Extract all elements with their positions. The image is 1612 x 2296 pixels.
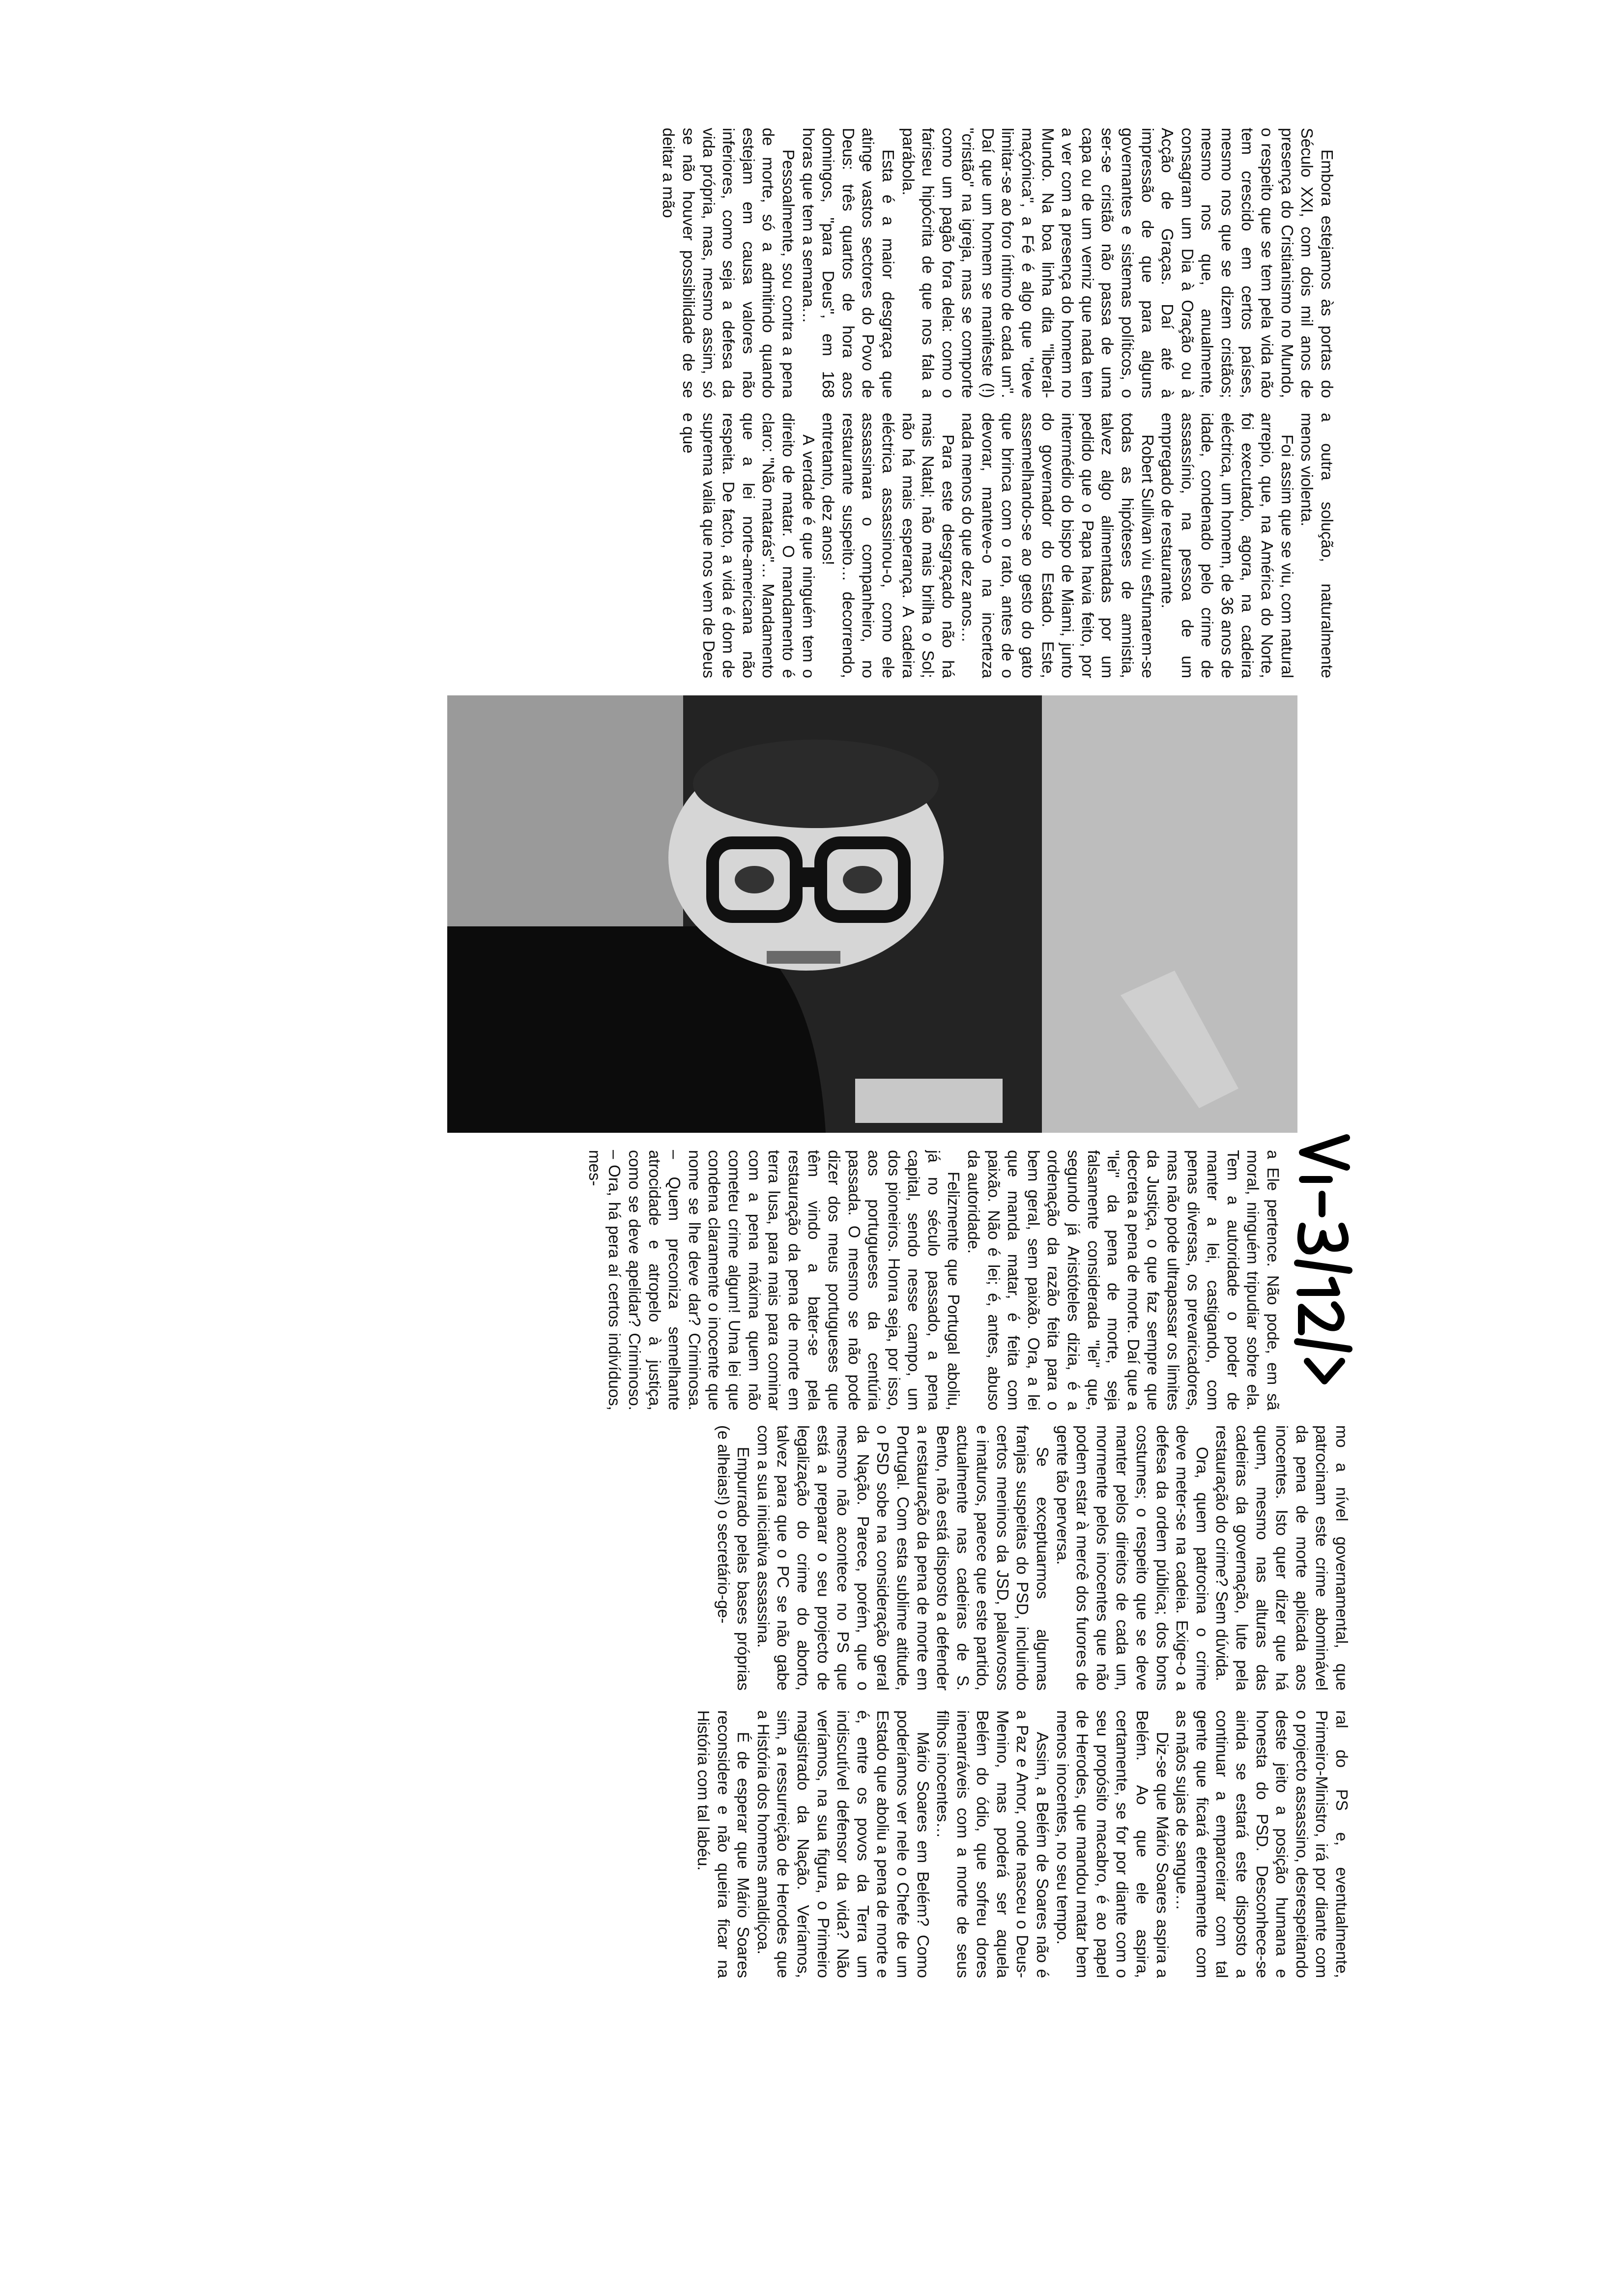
handwritten-date bbox=[1293, 1130, 1356, 1386]
portrait-photo-graphic bbox=[447, 695, 1297, 1133]
article-column-1 bbox=[143, 128, 1337, 398]
paragraph: a Ele pertence. Não pode, em sã moral, ninguém tripudiar sobre ela. Tem a autoridade o poder de manter a lei, castigando, com penas diversas, os prevaricadores, mas não pode ultrapassar os limites da Justiça, o que faz sempre que decreta a pena de morte. Daí que a "lei" da pena de morte, seja falsamente considerada "lei" que, segundo já Aristóteles dizia, é a ordenação da razão feita para o bem geral, sem paixão. Ora, a lei que manda matar, é feita com paixão. Não é lei; é, antes, abuso da autoridade. bbox=[965, 1150, 1282, 1410]
paragraph: Para este desgraçado não há mais Natal; não mais brilha o Sol; não há mais esperança. A cadeira eléctrica assassinou-o, como ele assassinara o companheiro, no restaurante suspeito… decorrendo, entretanto, dez anos! bbox=[819, 413, 957, 678]
paragraph: Ora, quem patrocina o crime deve meter-se na cadeia. Exige-o a defesa da ordem pública; dos bons costumes; o respeito que se deve manter pelos direitos de cada um, mormente pelos inocentes que não podem estar à mercê dos furores de gente tão perversa. bbox=[1053, 1425, 1211, 1691]
paragraph: Assim, a Belém de Soares não é a Paz e Amor, onde nasceu o Deus-Menino, mas poderá ser aquela Belém do ódio, que sofreu dores inenarráveis com a morte de seus filhos inocentes… bbox=[934, 1710, 1052, 1978]
paragraph: Mário Soares em Belém? Como poderíamos ver nele o Chefe de um Estado que aboliu a pena de morte e é, entre os povos da Terra um indiscutível defensor da vida? Não veríamos, na sua figura, o Primeiro magistrado da Nação. Veríamos, sim, a ressurreição de Herodes que a História dos homens amaldiçoa. bbox=[754, 1710, 932, 1978]
paragraph: Esta é a maior desgraça que atinge vastos sectores do Povo de Deus: três quartos de hora aos domingos, "para Deus", em 168 horas que tem a semana… bbox=[799, 128, 897, 398]
portrait-photo bbox=[447, 695, 1297, 1133]
article-column-2 bbox=[143, 413, 1337, 678]
paragraph: Empurrado pelas bases próprias (e alheias!) o secretário-ge- bbox=[714, 1425, 753, 1691]
paragraph: Robert Sullivan viu esfumarem-se todas as hipóteses de amnistia, talvez algo alimentadas por um pedido que o Papa havia feito, por intermédio do bispo de Miami, junto do governador do Estado. Este, assemelhando-se ao gesto do gato que brinca com o rato, antes de o devorar, manteve-o na incerteza nada menos do que dez anos… bbox=[959, 413, 1157, 678]
paragraph: mo a nível governamental, que patrocinam este crime abominável da pena de morte aplicada aos inocentes. Isto quer dizer que há quem, mesmo nas alturas das cadeiras da governação, lute pela restauração do crime? Sem dúvida. bbox=[1213, 1425, 1351, 1691]
paragraph: A verdade é que ninguém tem o direito de matar. O mandamento é claro: "Não matarás"… Mandamento que a lei norte-americana não respeita. De facto, a vida é dom de suprema valia que nos vem de Deus e que bbox=[680, 413, 818, 678]
paragraph: a outra solução, naturalmente menos violenta. bbox=[1298, 413, 1336, 678]
paragraph: Pessoalmente, sou contra a pena de morte, só a admitindo quando estejam em causa valores não inferiores, como seja a defesa da vida própria, mas, mesmo assim, só se não houver possibilidade de se deitar a mão bbox=[660, 128, 798, 398]
article-column-5 bbox=[172, 1710, 1352, 1978]
paragraph: ral do PS e, eventualmente, Primeiro-Ministro, irá por diante com o projecto assassino, desrespeitando deste jeito a posição humana e honesta do PSD. Desconhece-se ainda se estará este disposto a continuar a emparceirar com tal gente que ficará eternamente com as mãos sujas de sangue… bbox=[1173, 1710, 1351, 1978]
paragraph: É de esperar que Mário Soares reconsidere e não queira ficar na História com tal labéu. bbox=[694, 1710, 753, 1978]
paragraph: Felizmente que Portugal aboliu, já no século passado, a pena capital, sendo nesse campo, um dos pioneiros. Honra seja, por isso, aos portugueses da centúria passada. O mesmo se não pode dizer dos meus portugueses que têm vindo a bater-se pela restauração da pena de morte em terra lusa, para mais para cominar com a pena máxima quem não cometeu crime algum! Uma lei que condena claramente o inocente que nome se lhe deve dar? Criminosa. – Quem preconiza semelhante atrocidade e atropelo à justiça, como se deve apelidar? Criminoso. – Ora, há pera aí certos indivíduos, mes- bbox=[585, 1150, 963, 1410]
paragraph: Embora estejamos às portas do Século XXI, com dois mil anos de presença do Cristianismo no Mundo, o respeito que se tem pela vida não tem crescido em certos países, mesmo nos que se dizem cristãos; mesmo nos que, anualmente, consagram um Dia à Oração ou à Acção de Graças. Daí até à impressão de que para alguns governantes e sistemas políticos, o ser-se cristão não passa de uma capa ou de um verniz que nada tem a ver com a presença do homem no Mundo. Na boa linha dita "liberal-maçónica", a Fé é algo que "deve limitar-se ao foro íntimo de cada um". Daí que um homem se manifeste (!) "cristão" na igreja, mas se comporte como um pagão fora dela: como o fariseu hipócrita de que nos fala a parábola. bbox=[899, 128, 1336, 398]
article-column-4 bbox=[172, 1425, 1352, 1691]
paragraph: Foi assim que se viu, com natural arrepio, que, na América do Norte, foi executado, agora, na cadeira eléctrica, um homem, de 36 anos de idade, condenado pelo crime de assassínio, na pessoa de um empregado de restaurante. bbox=[1158, 413, 1296, 678]
paragraph: Diz-se que Mário Soares aspira a Belém. Ao que ele aspira, certamente, se for por diante com o seu propósito macabro, é ao papel de Herodes, que mandou matar bem menos inocentes, no seu tempo. bbox=[1053, 1710, 1172, 1978]
paragraph: Se exceptuarmos algumas franjas suspeitas do PSD, incluindo certos meninos da JSD, palavrosos e imaturos, parece que este partido, actualmente nas cadeiras de S. Bento, não está disposto a defender a restauração da pena de morte em Portugal. Com esta sublime atitude, o PSD sobe na consideração geral da Nação. Parece, porém, que o mesmo não acontece no PS que está a preparar o seu projecto de legalização do crime do aborto, talvez para que o PC se não gabe com a sua iniciativa assassina. bbox=[754, 1425, 1052, 1691]
article-column-3 bbox=[103, 1150, 1283, 1410]
